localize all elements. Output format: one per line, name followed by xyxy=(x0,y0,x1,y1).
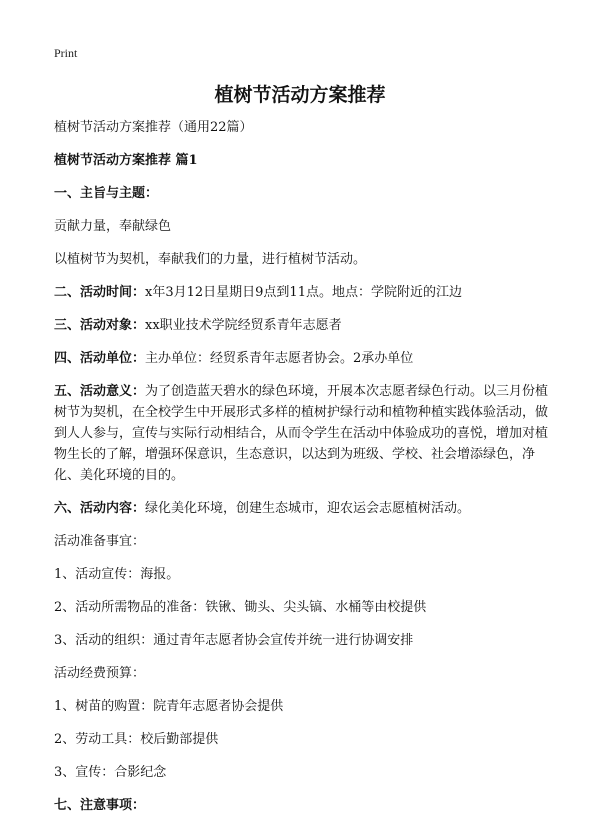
unit-text: 主办单位：经贸系青年志愿者协会。2承办单位 xyxy=(145,351,414,366)
meaning-paragraph xyxy=(54,381,554,486)
target-text: xx职业技术学院经贸系青年志愿者 xyxy=(145,318,342,333)
time-paragraph xyxy=(54,282,554,303)
budget-item-2: 2、劳动工具：校后勤部提供 xyxy=(54,732,219,747)
prep-item-1: 1、活动宣传：海报。 xyxy=(54,567,180,582)
unit-label: 四、活动单位： xyxy=(54,351,146,366)
theme-line-1: 贡献力量，奉献绿色 xyxy=(54,219,172,234)
section-title: 植树节活动方案推荐 篇1 xyxy=(54,153,198,168)
content-label: 六、活动内容： xyxy=(54,501,146,516)
print-link[interactable]: Print xyxy=(54,46,78,60)
subtitle: 植树节活动方案推荐（通用22篇） xyxy=(54,120,253,135)
budget-item-3: 3、宣传：合影纪念 xyxy=(54,765,167,780)
notes-heading: 七、注意事项： xyxy=(54,798,146,813)
target-paragraph xyxy=(54,315,554,336)
target-label: 三、活动对象： xyxy=(54,318,146,333)
content-paragraph xyxy=(54,498,554,519)
prep-heading: 活动准备事宜： xyxy=(54,534,146,549)
budget-heading: 活动经费预算： xyxy=(54,666,146,681)
meaning-label: 五、活动意义： xyxy=(54,384,146,399)
prep-item-2: 2、活动所需物品的准备：铁锹、锄头、尖头镐、水桶等由校提供 xyxy=(54,600,427,615)
budget-item-1: 1、树苗的购置：院青年志愿者协会提供 xyxy=(54,699,284,714)
unit-paragraph xyxy=(54,348,554,369)
prep-item-3: 3、活动的组织：通过青年志愿者协会宣传并统一进行协调安排 xyxy=(54,633,414,648)
content-text: 绿化美化环境，创建生态城市，迎农运会志愿植树活动。 xyxy=(145,501,471,516)
page-title: 植树节活动方案推荐 xyxy=(214,84,386,106)
theme-line-2: 以植树节为契机，奉献我们的力量，进行植树节活动。 xyxy=(54,252,367,267)
time-label: 二、活动时间： xyxy=(54,285,146,300)
meaning-text: 为了创造蓝天碧水的绿色环境，开展本次志愿者绿色行动。以三月份植树节为契机，在全校学生中开展形式多样的植树护绿行动和植物种植实践体验活动，做到人人参与，宣传与实际行动相结合，从而令学生在活动中体验成功的喜悦，增加对植物生长的了解，增强环保意识，生态意识，以达到为班级、学校、社会增添绿色，净化、美化环境的目的。 xyxy=(54,384,549,483)
document-body xyxy=(54,117,554,828)
time-text: x年3月12日星期日9点到11点。地点：学院附近的江边 xyxy=(145,285,462,300)
theme-heading: 一、主旨与主题： xyxy=(54,186,159,201)
